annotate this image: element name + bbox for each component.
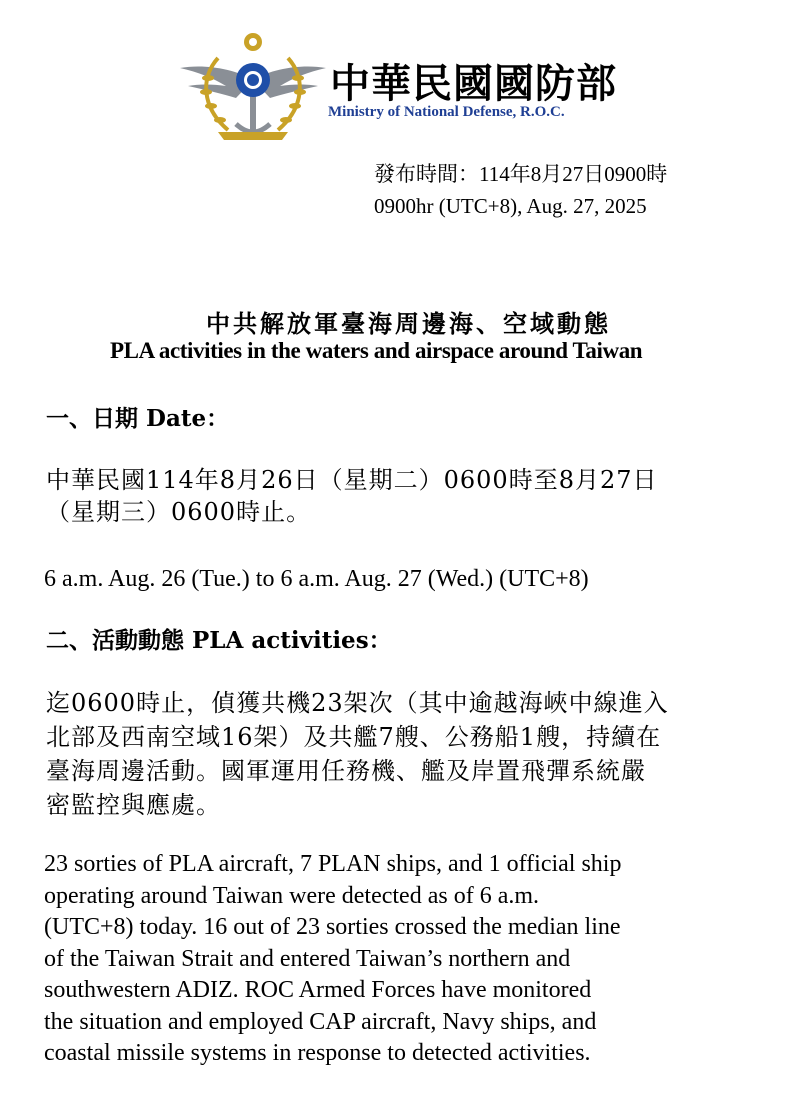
date-paragraph-cn bbox=[46, 464, 756, 528]
activities-cn-line: 北部及西南空域16架）及共艦7艘、公務船1艘，持續在 bbox=[46, 723, 662, 751]
date-paragraph-en: 6 a.m. Aug. 26 (Tue.) to 6 a.m. Aug. 27 (Wed.) (UTC+8) bbox=[44, 566, 589, 592]
release-time-en: 0900hr (UTC+8), Aug. 27, 2025 bbox=[374, 194, 647, 218]
activities-en-line: 23 sorties of PLA aircraft, 7 PLAN ships, and 1 official ship bbox=[44, 851, 622, 877]
release-time bbox=[374, 158, 667, 222]
activities-paragraph-cn bbox=[46, 686, 756, 822]
date-cn-line: （星期三）0600時止。 bbox=[46, 498, 312, 526]
activities-en-line: of the Taiwan Strait and entered Taiwan’s northern and bbox=[44, 945, 571, 972]
activities-en-line: coastal missile systems in response to detected activities. bbox=[44, 1040, 591, 1066]
ministry-emblem-logo bbox=[178, 28, 328, 146]
activities-en-line: operating around Taiwan were detected as of 6 a.m. bbox=[44, 882, 540, 909]
date-cn-line: 中華民國114年8月26日（星期二）0600時至8月27日 bbox=[46, 466, 658, 494]
org-name-en: Ministry of National Defense, R.O.C. bbox=[328, 104, 565, 120]
document-title-cn: 中共解放軍臺海周邊海、空域動態 bbox=[206, 309, 611, 338]
activities-en-line: (UTC+8) today. 16 out of 23 sorties crossed the median line bbox=[44, 914, 621, 940]
document-title-en: PLA activities in the waters and airspace around Taiwan bbox=[110, 338, 643, 363]
section-date-heading: 一、日期 Date： bbox=[46, 405, 230, 432]
activities-cn-line: 臺海周邊活動。國軍運用任務機、艦及岸置飛彈系統嚴 bbox=[46, 757, 646, 785]
activities-paragraph-en bbox=[44, 849, 756, 1070]
section-activities-heading: 二、活動動態 PLA activities： bbox=[46, 627, 392, 654]
activities-cn-line: 密監控與應處。 bbox=[46, 791, 221, 819]
release-time-cn: 發布時間：114年8月27日0900時 bbox=[374, 162, 668, 186]
activities-cn-line: 迄0600時止，偵獲共機23架次（其中逾越海峽中線進入 bbox=[46, 689, 669, 717]
org-name-cn: 中華民國國防部 bbox=[330, 61, 617, 107]
activities-en-line: the situation and employed CAP aircraft, Navy ships, and bbox=[44, 1008, 597, 1035]
activities-en-line: southwestern ADIZ. ROC Armed Forces have monitored bbox=[44, 977, 592, 1003]
